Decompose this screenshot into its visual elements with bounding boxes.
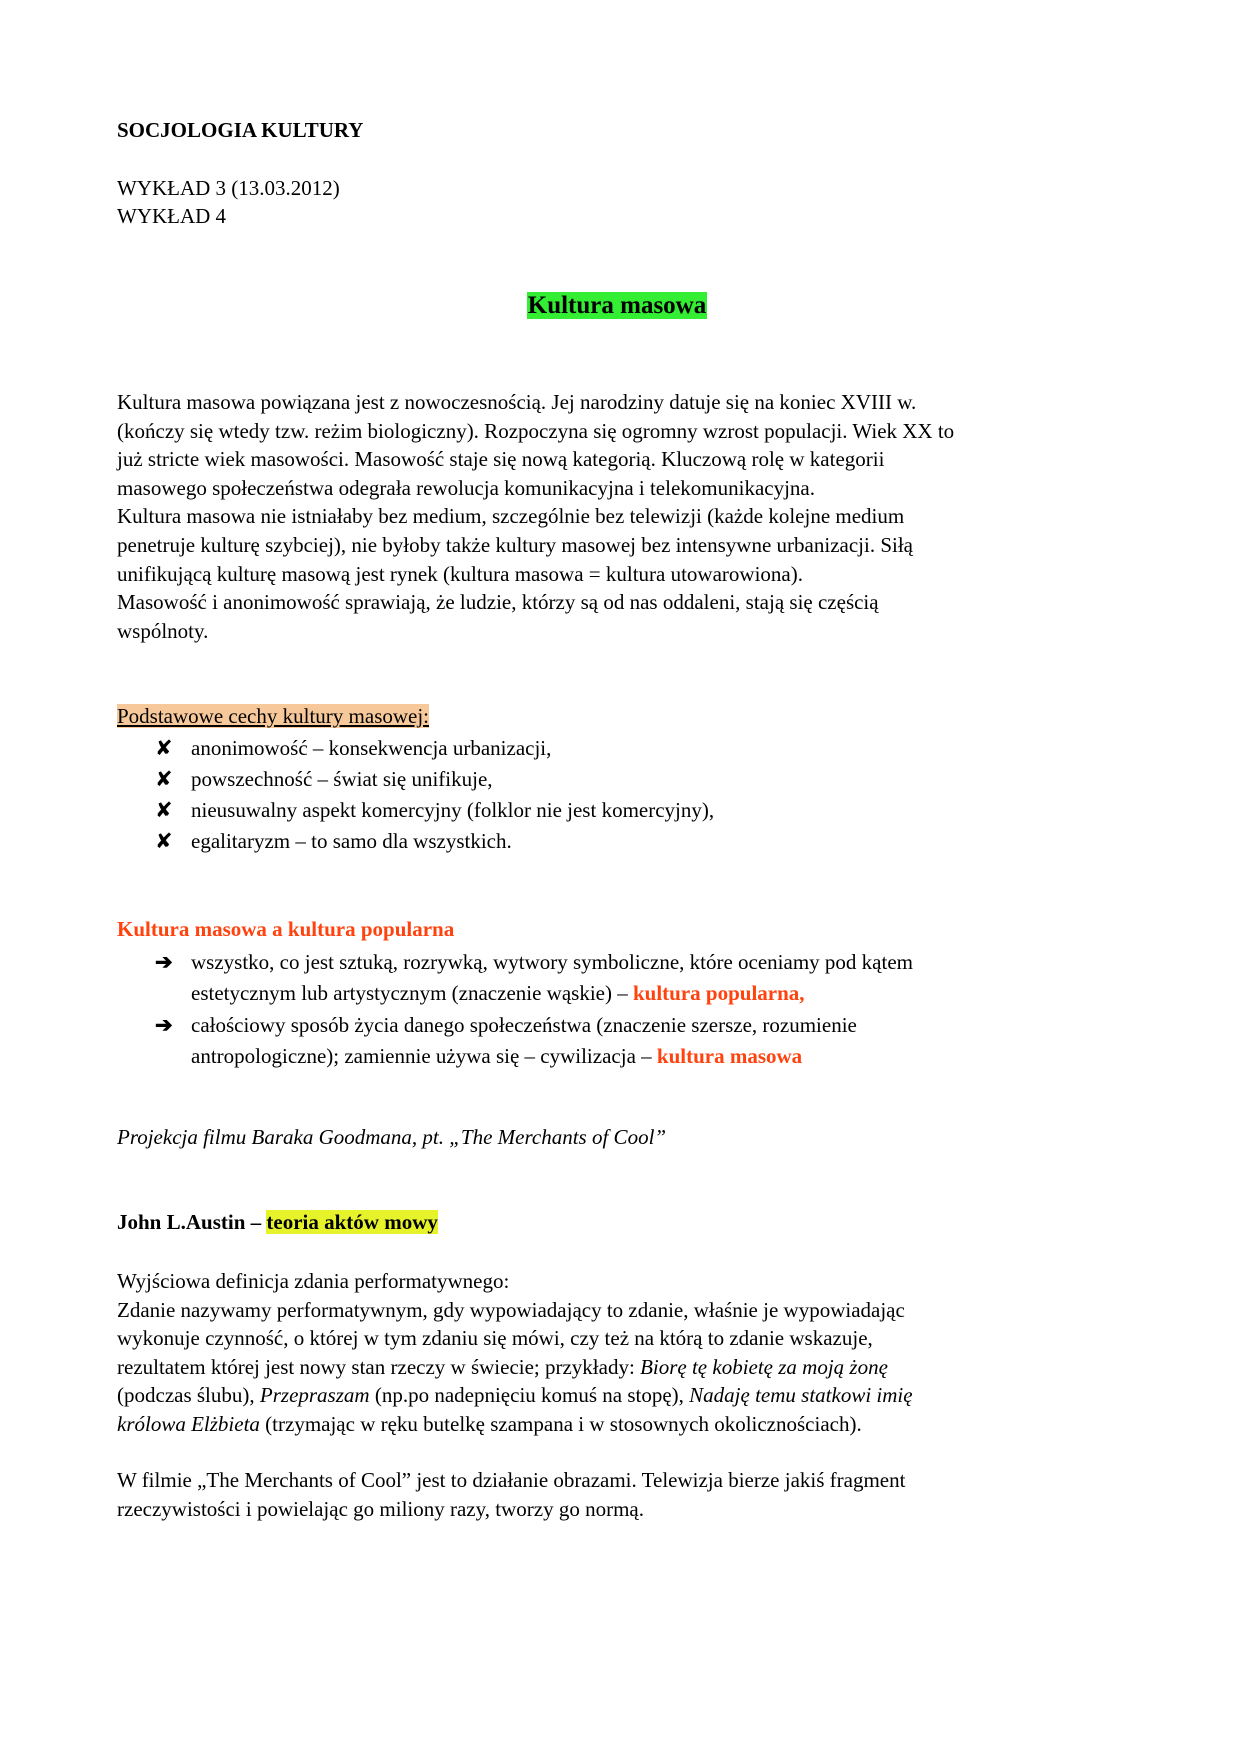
arrow-right-icon: ➔ (155, 1013, 173, 1037)
cross-mark-icon: ✘ (155, 736, 173, 760)
text-line: W filmie „The Merchants of Cool” jest to działanie obrazami. Telewizja bierze jakiś fragment (117, 1468, 906, 1492)
text-line: penetruje kulturę szybciej), nie byłoby także kultury masowej bez intensywne urbanizacji. Siłą (117, 532, 913, 557)
austin-heading: John L.Austin – teoria aktów mowy (117, 1210, 438, 1234)
cross-mark-icon: ✘ (155, 829, 173, 853)
text-line: już stricte wiek masowości. Masowość staje się nową kategorią. Kluczową rolę w kategorii (117, 447, 885, 472)
popular-culture-heading: Kultura masowa a kultura popularna (117, 917, 455, 941)
list-item: ✘ egalitaryzm – to samo dla wszystkich. (155, 826, 714, 857)
text-line: masowego społeczeństwa odegrała rewolucja komunikacyjna i telekomunikacyjna. (117, 475, 816, 500)
projection-note: Projekcja filmu Baraka Goodmana, pt. „The Merchants of Cool” (117, 1125, 667, 1149)
cross-mark-icon: ✘ (155, 767, 173, 791)
document-title: SOCJOLOGIA KULTURY (117, 118, 364, 142)
list-item: ✘ nieusuwalny aspekt komercyjny (folklor nie jest komercyjny), (155, 795, 714, 826)
film-paragraph (117, 1466, 905, 1523)
text-line: rzeczywistości i powielając go miliony razy, tworzy go normą. (117, 1496, 644, 1521)
definition-paragraph (117, 1267, 913, 1439)
cross-mark-icon: ✘ (155, 798, 173, 822)
emphasis-text: kultura popularna, (632, 981, 805, 1005)
text-line: rezultatem której jest nowy stan rzeczy w świecie; przykłady: Biorę tę kobietę za moją żonę (117, 1354, 888, 1379)
emphasis-text: kultura masowa (656, 1044, 803, 1068)
list-item: ➔ całościowy sposób życia danego społeczeństwa (znaczenie szersze, rozumienie antropologiczne); zamiennie używa się – cywilizacja – kultura masowa (155, 1010, 913, 1072)
features-list (155, 733, 714, 857)
list-item: ✘ powszechność – świat się unifikuje, (155, 764, 714, 795)
highlighted-theory: teoria aktów mowy (266, 1210, 438, 1234)
popular-culture-list (155, 947, 913, 1073)
text-line: Kultura masowa powiązana jest z nowoczesnością. Jej narodziny datuje się na koniec XVIII w. (117, 390, 917, 414)
text-line: Zdanie nazywamy performatywnym, gdy wypowiadający to zdanie, właśnie je wypowiadając (117, 1297, 905, 1322)
text-line: unifikującą kulturę masową jest rynek (kultura masowa = kultura utowarowiona). (117, 561, 803, 586)
features-heading-text: Podstawowe cechy kultury masowej: (117, 704, 430, 728)
highlighted-heading: Kultura masowa (527, 292, 707, 319)
list-item: ✘ anonimowość – konsekwencja urbanizacji, (155, 733, 714, 764)
lecture-line-2: WYKŁAD 4 (117, 204, 227, 228)
features-heading (117, 704, 429, 729)
text-line: Masowość i anonimowość sprawiają, że ludzie, którzy są od nas oddaleni, stają się częścią (117, 590, 879, 615)
text-line: wykonuje czynność, o której w tym zdaniu się mówi, czy też na którą to zdanie wskazuje, (117, 1326, 873, 1351)
text-line: Kultura masowa nie istniałaby bez medium, szczególnie bez telewizji (każde kolejne medium (117, 504, 905, 529)
text-line: królowa Elżbieta (trzymając w ręku butelkę szampana i w stosownych okolicznościach). (117, 1411, 862, 1436)
arrow-right-icon: ➔ (155, 950, 173, 974)
text-line: Wyjściowa definicja zdania performatywnego: (117, 1269, 510, 1293)
list-item: ➔ wszystko, co jest sztuką, rozrywką, wytwory symboliczne, które oceniamy pod kątem estetycznym lub artystycznym (znaczenie wąskie) – kultura popularna, (155, 947, 913, 1009)
section-heading (117, 292, 1117, 320)
text-line: wspólnoty. (117, 618, 209, 643)
lecture-line-1: WYKŁAD 3 (13.03.2012) (117, 176, 340, 200)
text-line: (kończy się wtedy tzw. reżim biologiczny). Rozpoczyna się ogromny wzrost populacji. Wiek XX to (117, 418, 955, 443)
intro-paragraph (117, 388, 954, 645)
text-line: (podczas ślubu), Przepraszam (np.po nadepnięciu komuś na stopę), Nadaję temu statkowi imię (117, 1383, 913, 1408)
